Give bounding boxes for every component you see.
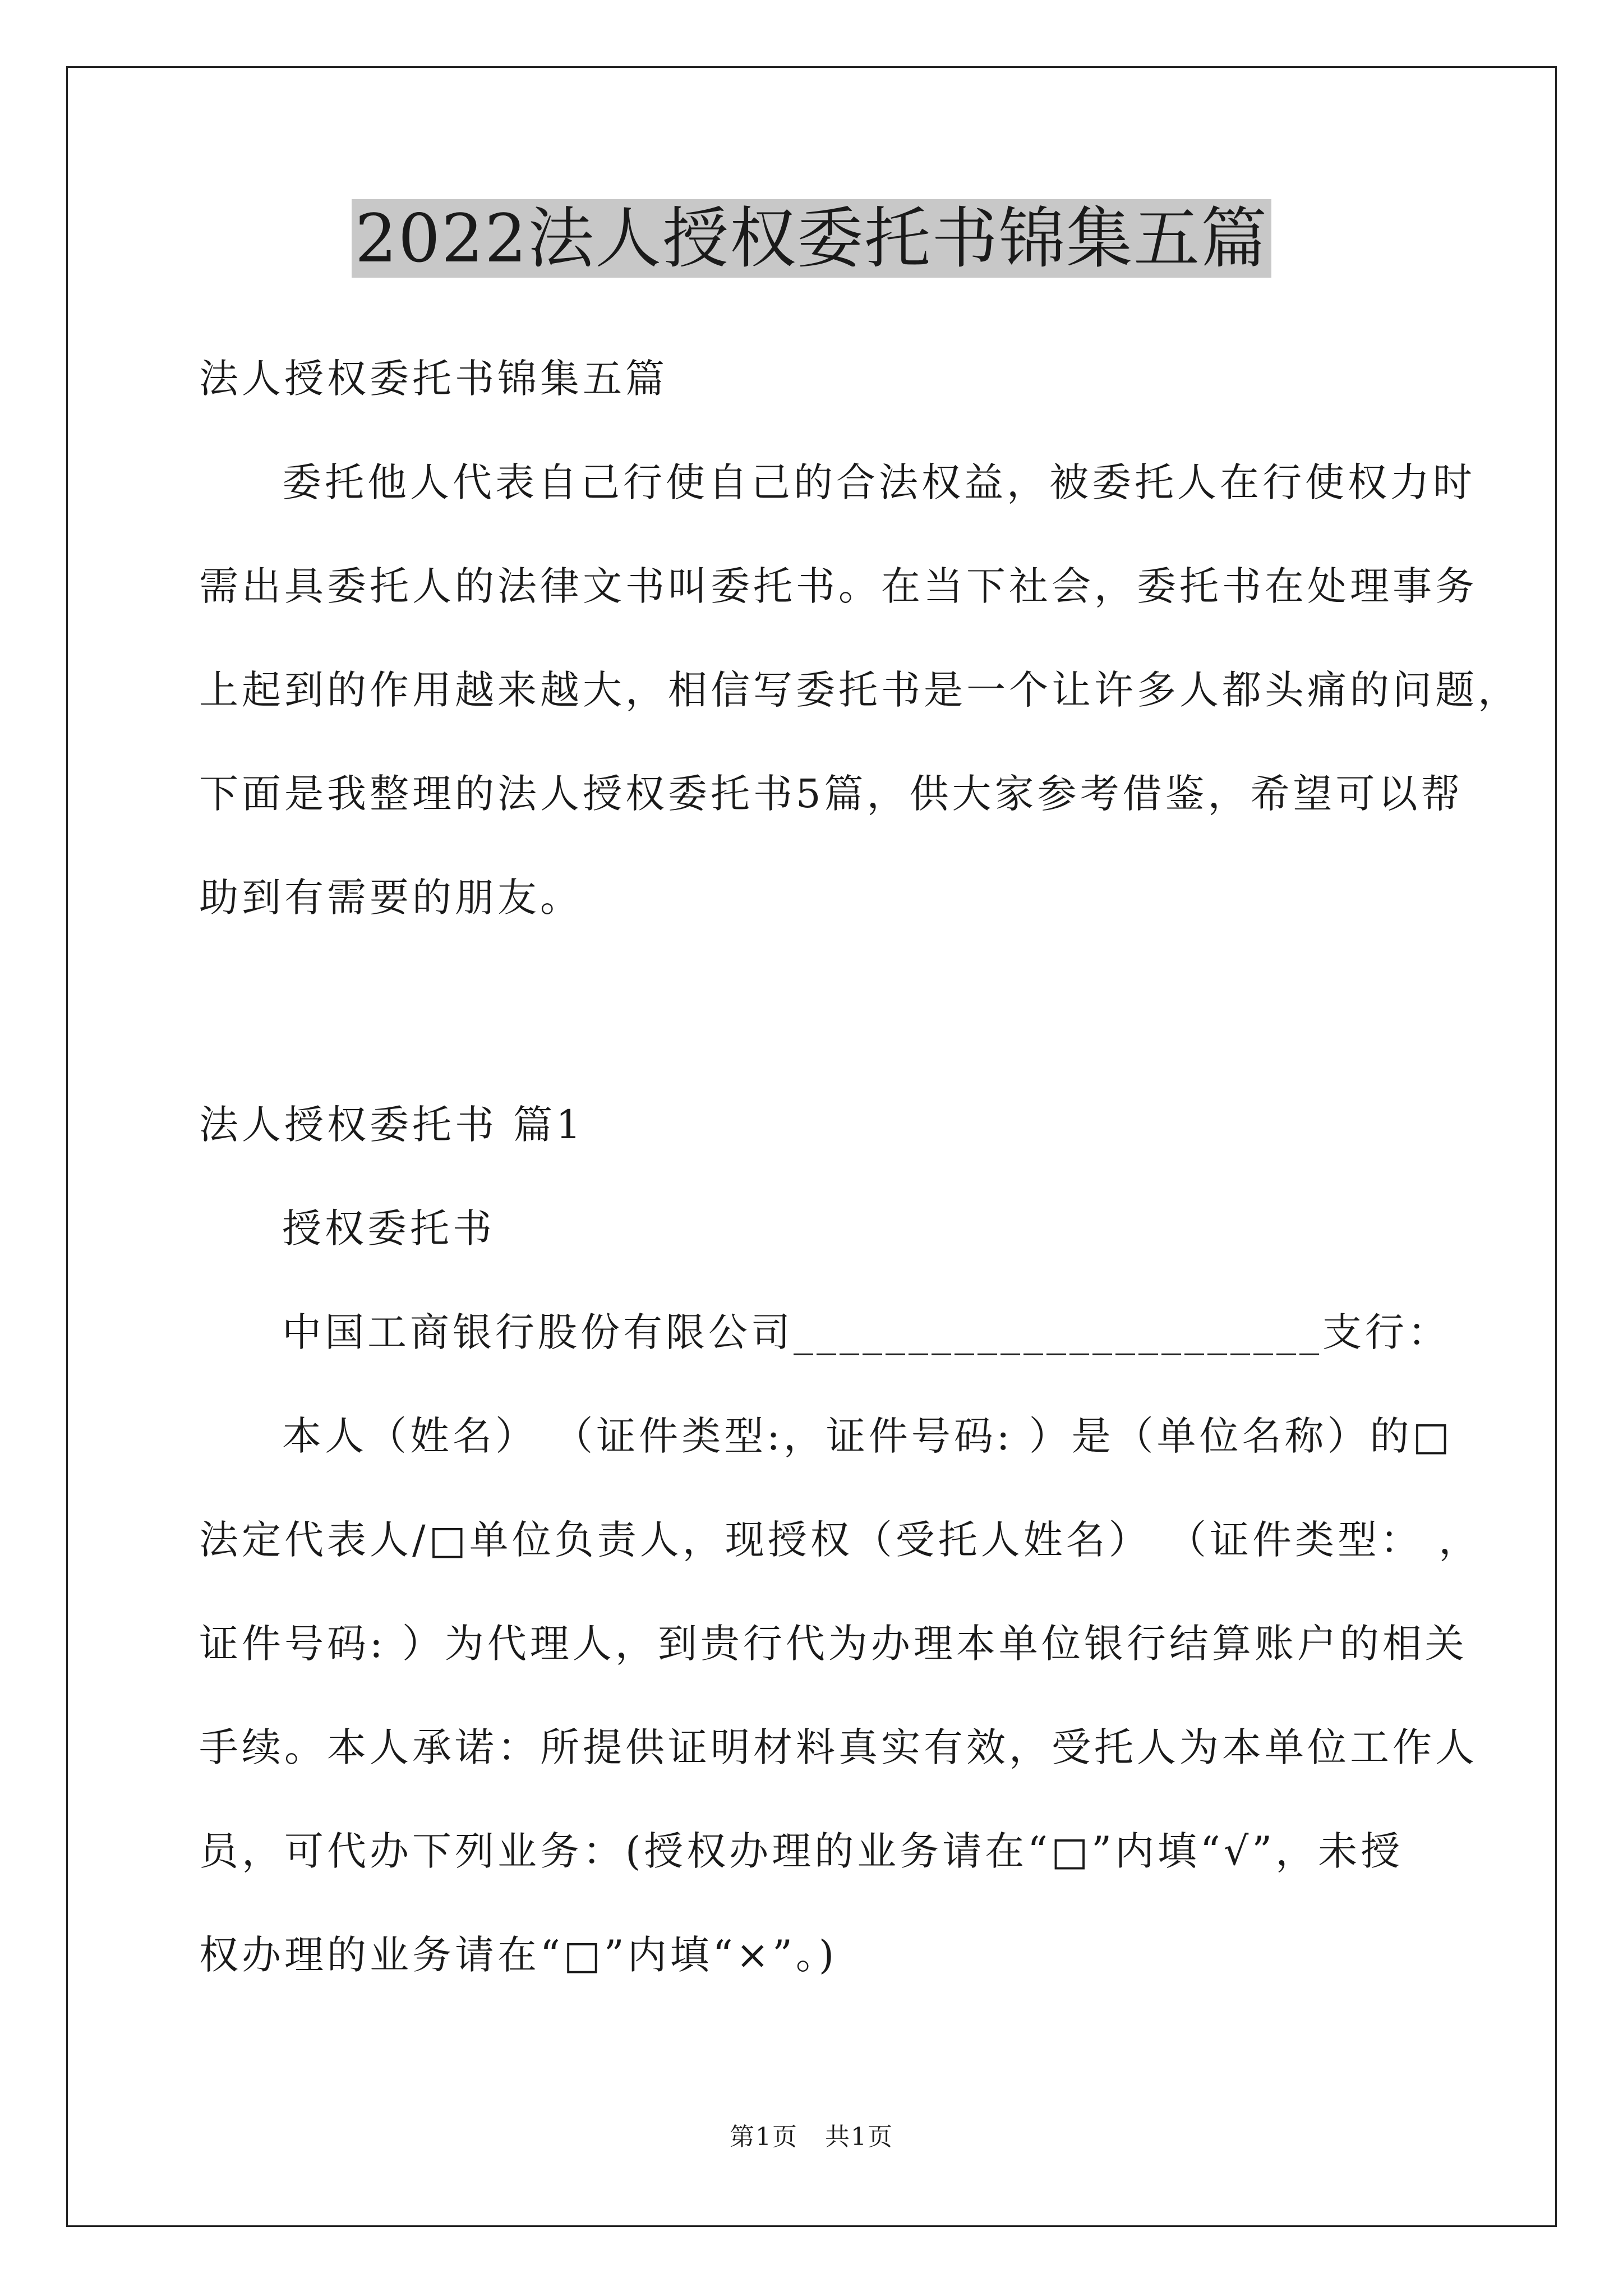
- intro-line-4: 下面是我整理的法人授权委托书5篇，供大家参考借鉴，希望可以帮: [199, 771, 1464, 817]
- addressee-line: 中国工商银行股份有限公司_______________________支行：: [282, 1309, 1450, 1355]
- body-line-6: 权办理的业务请在“□”内填“×”。): [199, 1932, 838, 1978]
- page-total: 共1页: [825, 2123, 893, 2151]
- body-line-3: 证件号码: ）为代理人，到贵行代为办理本单位银行结算账户的相关: [199, 1621, 1468, 1667]
- page-number: 第1页: [730, 2123, 798, 2151]
- body-line-5: 员，可代办下列业务：(授权办理的业务请在“□”内填“√”，未授: [199, 1828, 1404, 1874]
- title-container: [0, 199, 1623, 278]
- intro-line-3: 上起到的作用越来越大，相信写委托书是一个让许多人都头痛的问题，: [199, 667, 1520, 713]
- body-line-2: 法定代表人/□单位负责人，现授权（受托人姓名） （证件类型： ，: [199, 1517, 1482, 1563]
- intro-line-2: 需出具委托人的法律文书叫委托书。在当下社会，委托书在处理事务: [199, 563, 1478, 609]
- letter-heading: 授权委托书: [282, 1205, 495, 1251]
- page-footer: [0, 2120, 1623, 2154]
- subtitle-line: 法人授权委托书锦集五篇: [199, 356, 668, 402]
- intro-line-1: 委托他人代表自己行使自己的合法权益，被委托人在行使权力时: [282, 459, 1476, 505]
- section-heading: 法人授权委托书 篇1: [199, 1102, 584, 1148]
- intro-line-5: 助到有需要的朋友。: [199, 875, 583, 921]
- body-line-1: 本人（姓名） （证件类型:，证件号码: ）是（单位名称）的□: [282, 1413, 1453, 1459]
- body-line-4: 手续。本人承诺：所提供证明材料真实有效，受托人为本单位工作人: [199, 1724, 1478, 1770]
- document-title: 2022法人授权委托书锦集五篇: [352, 199, 1271, 278]
